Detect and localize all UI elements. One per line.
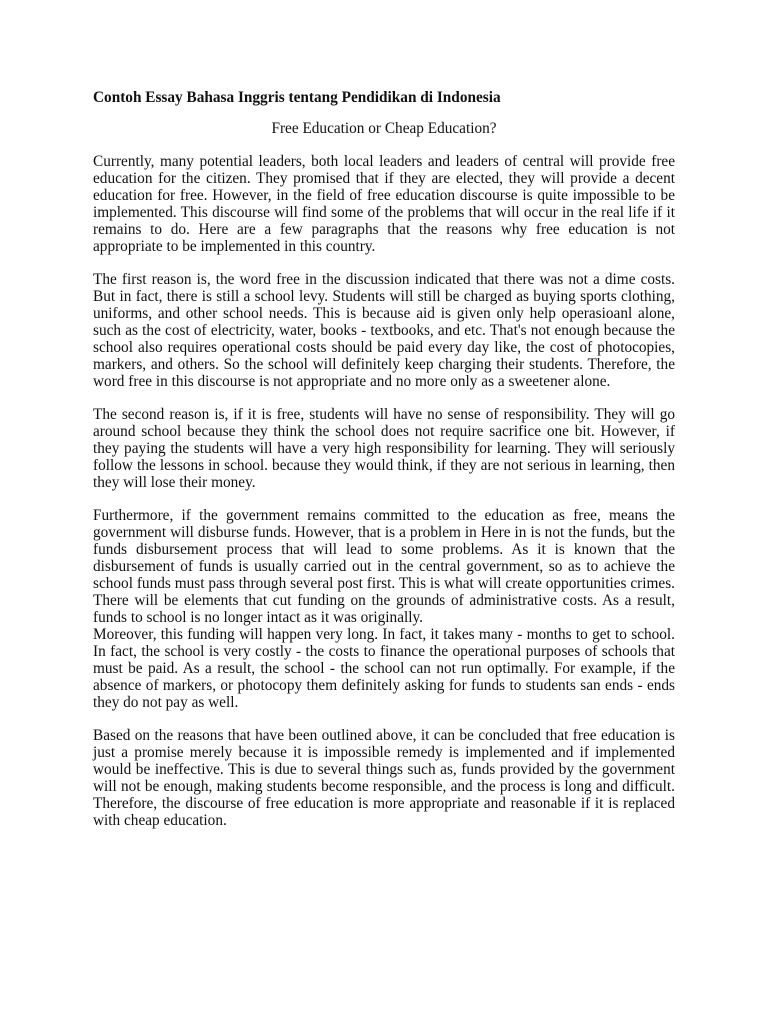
essay-subtitle: Free Education or Cheap Education? bbox=[271, 120, 497, 137]
paragraph-funds-disbursement: Furthermore, if the government remains committed to the education as free, means the government will disburse funds. However, that is a problem in Here in is not the funds, but the funds disbursement process that will lead to some problems. As it is known that the disbursement of funds is usually carried out in the central government, so as to achieve the school funds must pass through several post first. This is what will create opportunities crimes. There will be elements that cut funding on the grounds of administrative costs. As a result, funds to school is no longer intact as it was originally. bbox=[93, 507, 675, 626]
document-title: Contoh Essay Bahasa Inggris tentang Pendidikan di Indonesia bbox=[93, 89, 501, 106]
paragraph-second-reason: The second reason is, if it is free, students will have no sense of responsibility. They will go around school because they think the school does not require sacrifice one bit. However, if they paying the students will have a very high responsibility for learning. They will seriously follow the lessons in school. because they would think, if they are not serious in learning, then they will lose their money. bbox=[93, 406, 675, 491]
paragraph-first-reason: The first reason is, the word free in the discussion indicated that there was not a dime costs. But in fact, there is still a school levy. Students will still be charged as buying sports clothing, uniforms, and other school needs. This is because aid is given only help operasioanl alone, such as the cost of electricity, water, books - textbooks, and etc. That's not enough because the school also requires operational costs should be paid every day like, the cost of photocopies, markers, and others. So the school will definitely keep charging their students. Therefore, the word free in this discourse is not appropriate and no more only as a sweetener alone. bbox=[93, 271, 675, 390]
paragraph-funding-delay: Moreover, this funding will happen very long. In fact, it takes many - months to get to school. In fact, the school is very costly - the costs to finance the operational purposes of schools that must be paid. As a result, the school - the school can not run optimally. For example, if the absence of markers, or photocopy them definitely asking for funds to students san ends - ends they do not pay as well. bbox=[93, 626, 675, 711]
paragraph-introduction: Currently, many potential leaders, both local leaders and leaders of central will provide free education for the citizen. They promised that if they are elected, they will provide a decent education for free. However, in the field of free education discourse is quite impossible to be implemented. This discourse will find some of the problems that will occur in the real life if it remains to do. Here are a few paragraphs that the reasons why free education is not appropriate to be implemented in this country. bbox=[93, 153, 675, 255]
document-page bbox=[93, 89, 675, 829]
paragraph-conclusion: Based on the reasons that have been outlined above, it can be concluded that free education is just a promise merely because it is impossible remedy is implemented and if implemented would be ineffective. This is due to several things such as, funds provided by the government will not be enough, making students become responsible, and the process is long and difficult. Therefore, the discourse of free education is more appropriate and reasonable if it is replaced with cheap education. bbox=[93, 727, 675, 829]
